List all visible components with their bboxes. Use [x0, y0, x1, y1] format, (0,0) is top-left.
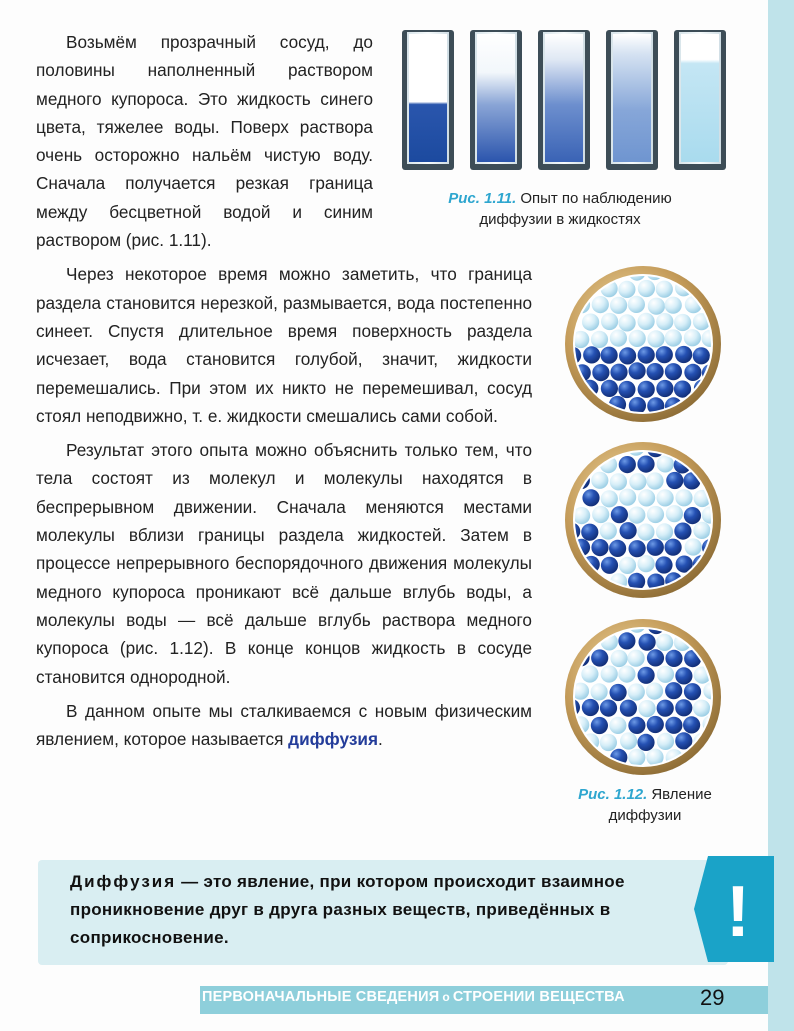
test-tube-1 [402, 30, 454, 170]
copper-sulfate-molecule [684, 507, 701, 524]
water-molecule [685, 538, 702, 555]
copper-sulfate-molecule [647, 649, 664, 666]
copper-sulfate-molecule [637, 456, 654, 473]
water-molecule [601, 665, 618, 682]
water-molecule [628, 296, 645, 313]
copper-sulfate-molecule [582, 699, 599, 716]
paragraph-1: Возьмём прозрачный сосуд, до половины наполненный раствором медного купороса. Это жидкость синего цвета, тяжелее воды. Поверх раствора очень осторожно нальём чистую воду. Сначала получается резкая граница между бесцветной водой и синим раствором (рис. 1.11). [36, 32, 373, 251]
water-molecule [610, 473, 627, 490]
copper-sulfate-molecule [619, 347, 636, 364]
copper-sulfate-molecule [665, 682, 682, 699]
water-molecule [591, 683, 608, 700]
copper-sulfate-molecule [620, 522, 637, 539]
figure-1-11-caption [410, 188, 710, 230]
water-molecule [628, 749, 645, 766]
water-molecule [628, 507, 645, 524]
water-molecule [619, 557, 636, 574]
paragraph-2: Через некоторое время можно заметить, что граница раздела становится нерезкой, размывается, вода постепенно синеет. Спустя длительное время поверхность раздела исчезает, вода становится голубой, значит, жидкости перемешались. При этом их никто не перемешивал, сосуд стоял неподвижно, т. е. жидкости смешались сами собой. [36, 264, 532, 426]
water-molecule [592, 506, 609, 523]
water-molecule [665, 329, 682, 346]
water-molecule [609, 717, 626, 734]
water-molecule [591, 331, 608, 348]
copper-sulfate-molecule [675, 699, 692, 716]
copper-sulfate-molecule [638, 347, 655, 364]
water-molecule [656, 634, 673, 651]
molecule-circle-3 [563, 616, 721, 775]
copper-sulfate-molecule [665, 717, 682, 734]
footer-title-part1: ПЕРВОНАЧАЛЬНЫЕ СВЕДЕНИЯ [202, 989, 440, 1005]
water-molecule [665, 297, 682, 314]
copper-sulfate-molecule [609, 540, 626, 557]
water-molecule [638, 280, 655, 297]
water-molecule [646, 472, 663, 489]
water-molecule [582, 314, 599, 331]
copper-sulfate-molecule [591, 649, 608, 666]
water-molecule [638, 555, 655, 572]
water-molecule [620, 732, 637, 749]
copper-sulfate-molecule [665, 539, 682, 556]
water-molecule [657, 666, 674, 683]
paragraph-4 [36, 697, 532, 754]
copper-sulfate-molecule [618, 381, 635, 398]
copper-sulfate-molecule [647, 716, 664, 733]
water-molecule [647, 506, 664, 523]
copper-sulfate-molecule [611, 506, 628, 523]
copper-sulfate-molecule [618, 632, 635, 649]
definition-body: — это явление, при котором происходит взаимное проникновение друг в друга разных веществ, приведённых в соприкосновение. [70, 872, 625, 947]
water-molecule [657, 733, 674, 750]
copper-sulfate-molecule [583, 346, 600, 363]
copper-sulfate-molecule [647, 363, 664, 380]
water-molecule [693, 700, 710, 717]
paragraph-3: Результат этого опыта можно объяснить только тем, что тела состоят из молекул и молекулы находятся в беспрерывном движении. Сначала меняются местами молекулы вблизи границы раздела жидкостей. Затем в процессе непрерывного беспорядочного движения молекулы медного купороса проникают всё дальше вглубь воды, а молекулы воды — всё дальше вглубь раствора медного купороса (рис. 1.12). В конце концов жидкость в сосуде становится однородной. [36, 440, 532, 687]
water-molecule [611, 650, 628, 667]
copper-sulfate-molecule [581, 524, 598, 541]
copper-sulfate-molecule [675, 667, 692, 684]
water-molecule [601, 490, 618, 507]
diffusion-term: диффузия [288, 729, 378, 750]
copper-sulfate-molecule [610, 364, 627, 381]
copper-sulfate-molecule [656, 346, 673, 363]
water-molecule [674, 314, 691, 331]
copper-sulfate-molecule [629, 362, 646, 379]
copper-sulfate-molecule [683, 716, 700, 733]
water-molecule [610, 330, 627, 347]
water-molecule [675, 489, 692, 506]
molecule-circle-1 [564, 263, 721, 422]
page-number: 29 [700, 985, 725, 1010]
footer-title-part2: СТРОЕНИИ ВЕЩЕСТВА [452, 989, 625, 1005]
exclamation-mark: ! [726, 872, 750, 952]
copper-sulfate-molecule [591, 539, 608, 556]
water-molecule [592, 296, 609, 313]
water-molecule [656, 523, 673, 540]
water-molecule [629, 330, 646, 347]
copper-sulfate-molecule [656, 380, 673, 397]
exclamation-icon [694, 856, 774, 962]
water-molecule [619, 314, 636, 331]
figure-1-12-number: Рис. 1.12. [578, 786, 648, 803]
copper-sulfate-molecule [657, 700, 674, 717]
copper-sulfate-molecule [638, 381, 655, 398]
copper-sulfate-molecule [601, 557, 618, 574]
water-molecule [591, 472, 608, 489]
water-molecule [628, 683, 645, 700]
definition-text [70, 868, 690, 952]
copper-sulfate-molecule [591, 717, 608, 734]
water-molecule [656, 313, 673, 330]
figure-1-11-number: Рис. 1.11. [448, 190, 517, 207]
term-punctuation: . [377, 729, 383, 750]
water-molecule [600, 734, 617, 751]
copper-sulfate-molecule [610, 684, 627, 701]
copper-sulfate-molecule [665, 363, 682, 380]
water-molecule [629, 473, 646, 490]
water-molecule [657, 489, 674, 506]
copper-sulfate-molecule [684, 683, 701, 700]
water-molecule [610, 297, 627, 314]
copper-sulfate-molecule [675, 346, 692, 363]
copper-sulfate-molecule [638, 667, 655, 684]
water-molecule [684, 329, 701, 346]
water-molecule [656, 281, 673, 298]
water-molecule [581, 665, 598, 682]
water-molecule [618, 281, 635, 298]
water-molecule [638, 700, 655, 717]
water-molecule [666, 505, 683, 522]
water-molecule [618, 666, 635, 683]
copper-sulfate-molecule [674, 523, 691, 540]
definition-term: Диффузия [70, 872, 177, 891]
test-tube-4 [606, 30, 658, 170]
copper-sulfate-molecule [684, 364, 701, 381]
figure-1-11-test-tubes [400, 28, 730, 173]
copper-sulfate-molecule [582, 489, 599, 506]
copper-sulfate-molecule [601, 380, 618, 397]
copper-sulfate-molecule [619, 456, 636, 473]
water-molecule [647, 330, 664, 347]
test-tube-3 [538, 30, 590, 170]
figure-1-12-caption [560, 784, 730, 826]
copper-sulfate-molecule [601, 347, 618, 364]
copper-sulfate-molecule [639, 634, 656, 651]
water-molecule [693, 522, 710, 539]
footer-title-connector: о [442, 990, 450, 1004]
copper-sulfate-molecule [592, 364, 609, 381]
water-molecule [638, 489, 655, 506]
copper-sulfate-molecule [600, 700, 617, 717]
copper-sulfate-molecule [693, 347, 710, 364]
figure-1-11-text: Опыт по наблюдению диффузии в жидкостях [479, 190, 672, 228]
molecule-circle-2 [563, 439, 721, 598]
copper-sulfate-molecule [620, 700, 637, 717]
water-molecule [600, 522, 617, 539]
water-molecule [648, 298, 665, 315]
copper-sulfate-molecule [637, 734, 654, 751]
water-molecule [619, 489, 636, 506]
water-molecule [601, 313, 618, 330]
figure-1-12-text: Явление диффузии [608, 786, 712, 824]
copper-sulfate-molecule [666, 472, 683, 489]
test-tube-5 [674, 30, 726, 170]
copper-sulfate-molecule [647, 539, 664, 556]
water-molecule [646, 683, 663, 700]
water-molecule [628, 650, 645, 667]
copper-sulfate-molecule [629, 540, 646, 557]
water-molecule [637, 524, 654, 541]
copper-sulfate-molecule [655, 556, 672, 573]
water-molecule [638, 313, 655, 330]
figure-1-12-molecule-circles [563, 262, 723, 782]
paragraph-4-text: В данном опыте мы сталкиваемся с новым физическим явлением, которое называется [36, 700, 532, 750]
footer-title [202, 989, 625, 1005]
copper-sulfate-molecule [665, 650, 682, 667]
copper-sulfate-molecule [628, 717, 645, 734]
test-tube-2 [470, 30, 522, 170]
